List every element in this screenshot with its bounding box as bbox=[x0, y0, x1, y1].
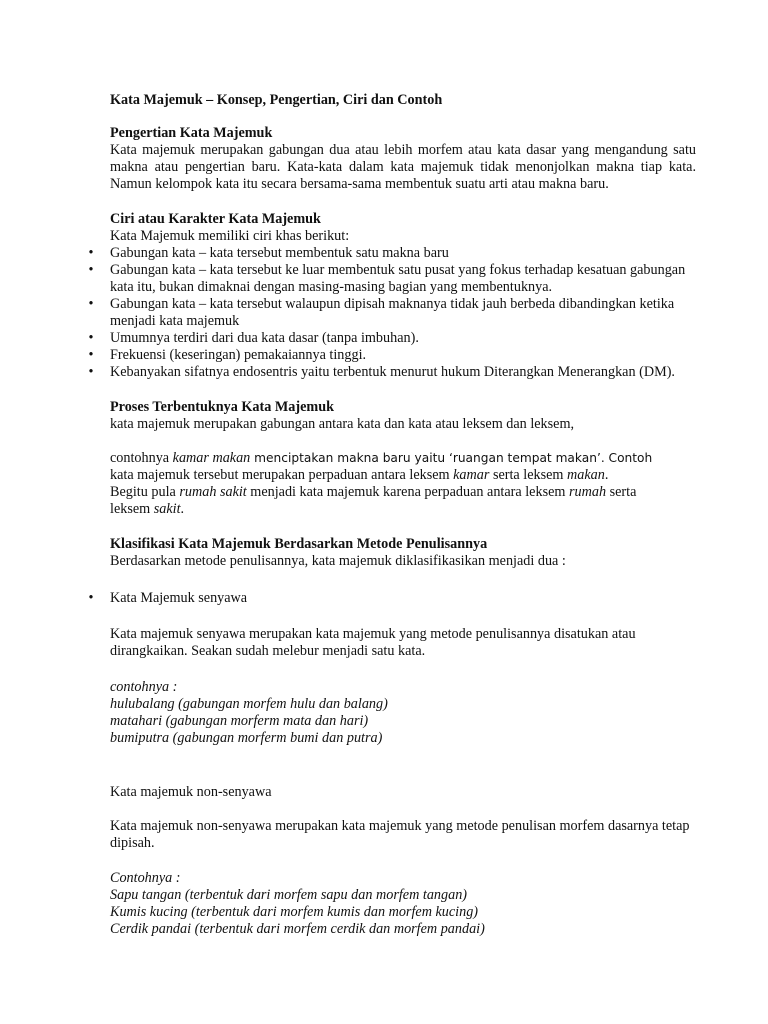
list-item: • Kata Majemuk senyawa bbox=[110, 590, 696, 607]
bullet-icon: • bbox=[88, 364, 94, 380]
heading-proses: Proses Terbentuknya Kata Majemuk bbox=[110, 399, 334, 415]
paragraph-ciri-intro: Kata Majemuk memiliki ciri khas berikut: bbox=[110, 228, 350, 244]
document-body bbox=[88, 92, 696, 938]
non-senyawa-title: Kata majemuk non-senyawa bbox=[110, 784, 272, 800]
klasifikasi-list bbox=[88, 590, 696, 607]
heading-pengertian: Pengertian Kata Majemuk bbox=[110, 125, 273, 141]
bullet-icon: • bbox=[88, 245, 94, 261]
paragraph-klasifikasi-intro: Berdasarkan metode penulisannya, kata majemuk diklasifikasikan menjadi dua : bbox=[110, 553, 566, 569]
list-item: • Frekuensi (keseringan) pemakaiannya tinggi. bbox=[110, 347, 696, 364]
list-item: • Gabungan kata – kata tersebut membentuk satu makna baru bbox=[110, 245, 696, 262]
heading-ciri: Ciri atau Karakter Kata Majemuk bbox=[110, 211, 321, 227]
paragraph-pengertian: Kata majemuk merupakan gabungan dua atau lebih morfem atau kata dasar yang mengandung satu makna atau pengertian baru. Kata-kata dalam kata majemuk tidak menonjolkan makna tiap kata. Namun kelompok kata itu secara bersama-sama membentuk suatu arti atau makna baru. bbox=[110, 142, 696, 192]
non-senyawa-examples: Contohnya : Sapu tangan (terbentuk dari morfem sapu dan morfem tangan) Kumis kucing (terbentuk dari morfem kumis dan morfem kucing) Cerdik pandai (terbentuk dari morfem cerdik dan morfem pandai) bbox=[110, 870, 485, 937]
list-item: • Gabungan kata – kata tersebut walaupun dipisah maknanya tidak jauh berbeda dibandingkan ketika menjadi kata majemuk bbox=[110, 296, 696, 330]
paragraph-proses-line1: kata majemuk merupakan gabungan antara kata dan kata atau leksem dan leksem, bbox=[110, 416, 575, 432]
bullet-icon: • bbox=[88, 330, 94, 346]
ciri-list bbox=[88, 245, 696, 381]
list-item: • Umumnya terdiri dari dua kata dasar (tanpa imbuhan). bbox=[110, 330, 696, 347]
list-item: • Gabungan kata – kata tersebut ke luar membentuk satu pusat yang fokus terhadap kesatuan gabungan kata itu, bukan dimaknai dengan masing-masing bagian yang membentuknya. bbox=[110, 262, 696, 296]
senyawa-examples: contohnya : hulubalang (gabungan morfem hulu dan balang) matahari (gabungan morferm mata dan hari) bumiputra (gabungan morferm bumi dan putra) bbox=[110, 679, 388, 746]
bullet-icon: • bbox=[88, 262, 94, 278]
bullet-icon: • bbox=[88, 296, 94, 312]
heading-klasifikasi: Klasifikasi Kata Majemuk Berdasarkan Metode Penulisannya bbox=[110, 536, 488, 552]
bullet-icon: • bbox=[88, 347, 94, 363]
paragraph-non-senyawa: Kata majemuk non-senyawa merupakan kata majemuk yang metode penulisan morfem dasarnya tetap dipisah. bbox=[110, 818, 690, 851]
bullet-icon: • bbox=[88, 590, 94, 606]
document-title: Kata Majemuk – Konsep, Pengertian, Ciri dan Contoh bbox=[110, 92, 443, 108]
paragraph-proses-example: contohnya kamar makan menciptakan makna baru yaitu ‘ruangan tempat makan’. Contoh kata majemuk tersebut merupakan perpaduan antara leksem kamar serta leksem makan. Begitu pula rumah sakit menjadi kata majemuk karena perpaduan antara leksem rumah serta leksem sakit. bbox=[110, 450, 653, 517]
paragraph-senyawa: Kata majemuk senyawa merupakan kata majemuk yang metode penulisannya disatukan atau dirangkaikan. Seakan sudah melebur menjadi satu kata. bbox=[110, 626, 636, 659]
list-item: • Kebanyakan sifatnya endosentris yaitu terbentuk menurut hukum Diterangkan Menerangkan (DM). bbox=[110, 364, 696, 381]
